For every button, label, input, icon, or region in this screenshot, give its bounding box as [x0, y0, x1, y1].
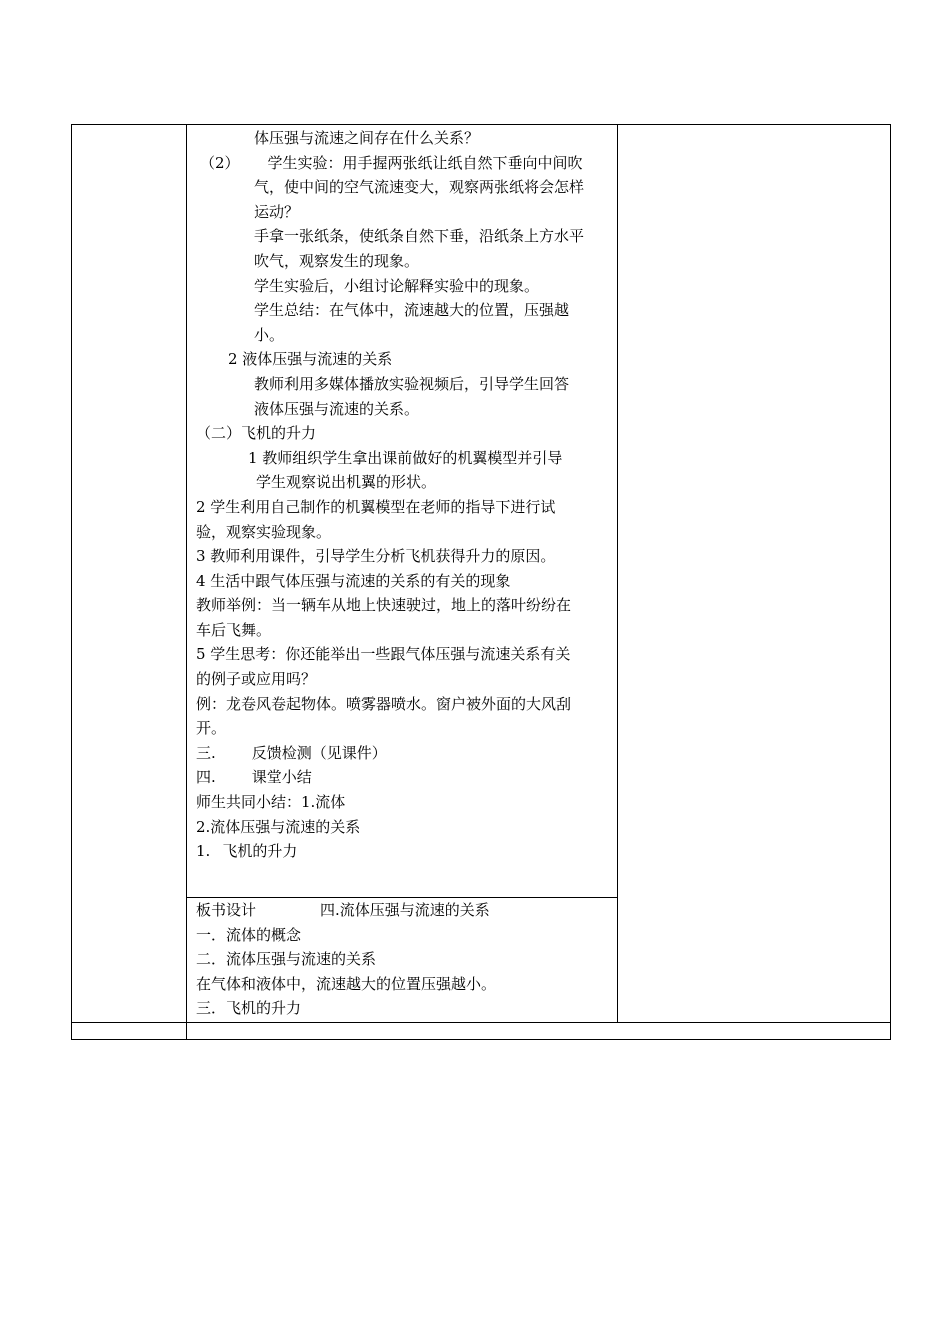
content-line	[196, 200, 616, 225]
line-text: 气，使中间的空气流速变大，观察两张纸将会怎样	[254, 178, 585, 197]
line-text: （二）飞机的升力	[196, 424, 317, 443]
line-text: 学生实验：用手握两张纸让纸自然下垂向中间吹	[267, 153, 583, 172]
content-line	[196, 790, 616, 815]
line-text: 体压强与流速之间存在什么关系？	[254, 129, 480, 147]
line-text: 开。	[196, 719, 227, 738]
content-line	[196, 667, 616, 692]
line-text: 1 教师组织学生拿出课前做好的机翼模型并引导	[248, 448, 563, 467]
board-line: 三．飞机的升力	[196, 999, 302, 1018]
content-line	[196, 618, 616, 643]
teaching-process-content	[196, 126, 616, 864]
line-text: 验，观察实验现象。	[196, 522, 332, 541]
column-divider-1	[186, 125, 187, 1039]
content-line	[196, 372, 616, 397]
content-line	[196, 815, 616, 840]
content-line	[196, 446, 616, 471]
content-line	[196, 470, 616, 495]
content-line	[196, 716, 616, 741]
content-line	[196, 175, 616, 200]
content-line	[196, 274, 616, 299]
line-text: 小。	[254, 325, 285, 344]
line-text: 师生共同小结：1.流体	[196, 793, 346, 812]
line-text: 手拿一张纸条，使纸条自然下垂，沿纸条上方水平	[254, 227, 585, 246]
column-divider-2	[617, 125, 618, 1022]
line-prefix: （2）	[200, 153, 240, 172]
content-line	[196, 642, 616, 667]
line-text: 2 学生利用自己制作的机翼模型在老师的指导下进行试	[196, 497, 556, 516]
content-line	[196, 544, 616, 569]
line-text: 教师利用多媒体播放实验视频后，引导学生回答	[254, 374, 570, 393]
content-line	[196, 397, 616, 422]
line-text: 2 液体压强与流速的关系	[228, 350, 393, 369]
line-text: 2.流体压强与流速的关系	[196, 817, 361, 836]
line-text: 课堂小结	[251, 768, 312, 787]
line-text: 4 生活中跟气体压强与流速的关系的有关的现象	[196, 571, 511, 590]
board-line: 一．流体的概念	[196, 925, 302, 944]
content-line	[196, 421, 616, 446]
line-prefix: 四.	[196, 768, 216, 787]
last-row-divider	[72, 1022, 890, 1023]
line-prefix: 三.	[196, 743, 216, 762]
content-line	[196, 224, 616, 249]
content-line	[196, 347, 616, 372]
line-text: 反馈检测（见课件）	[251, 743, 387, 762]
line-text: 学生实验后，小组讨论解释实验中的现象。	[254, 276, 540, 295]
board-line: 二．流体压强与流速的关系	[196, 950, 377, 969]
line-prefix: 1.	[196, 842, 211, 861]
content-line	[196, 741, 616, 766]
content-line	[196, 126, 616, 151]
content-line	[196, 298, 616, 323]
line-text: 运动？	[254, 202, 300, 221]
line-text: 教师举例：当一辆车从地上快速驶过，地上的落叶纷纷在	[196, 596, 572, 615]
line-text: 液体压强与流速的关系。	[254, 399, 420, 418]
board-header-row	[196, 898, 616, 923]
content-line	[196, 765, 616, 790]
content-line	[196, 839, 616, 864]
line-text: 飞机的升力	[222, 842, 298, 861]
content-line	[196, 323, 616, 348]
line-text: 车后飞舞。	[196, 620, 272, 639]
content-line	[196, 569, 616, 594]
line-text: 学生总结：在气体中，流速越大的位置，压强越	[254, 301, 570, 320]
content-line	[196, 249, 616, 274]
content-line	[196, 692, 616, 717]
line-text: 3 教师利用课件，引导学生分析飞机获得升力的原因。	[196, 547, 556, 566]
line-text: 例：龙卷风卷起物体。喷雾器喷水。窗户被外面的大风刮	[196, 694, 572, 713]
line-text: 的例子或应用吗？	[196, 670, 317, 689]
content-line	[196, 151, 616, 176]
board-line: 在气体和液体中，流速越大的位置压强越小。	[196, 974, 497, 993]
line-text: 吹气，观察发生的现象。	[254, 251, 420, 270]
board-design-label: 板书设计	[196, 901, 257, 919]
board-design-title: 四.流体压强与流速的关系	[320, 901, 490, 919]
content-line	[196, 593, 616, 618]
content-line	[196, 495, 616, 520]
line-text: 学生观察说出机翼的形状。	[256, 473, 437, 492]
content-line	[196, 520, 616, 545]
line-text: 5 学生思考：你还能举出一些跟气体压强与流速关系有关	[196, 645, 571, 664]
board-design-section	[196, 898, 616, 1021]
